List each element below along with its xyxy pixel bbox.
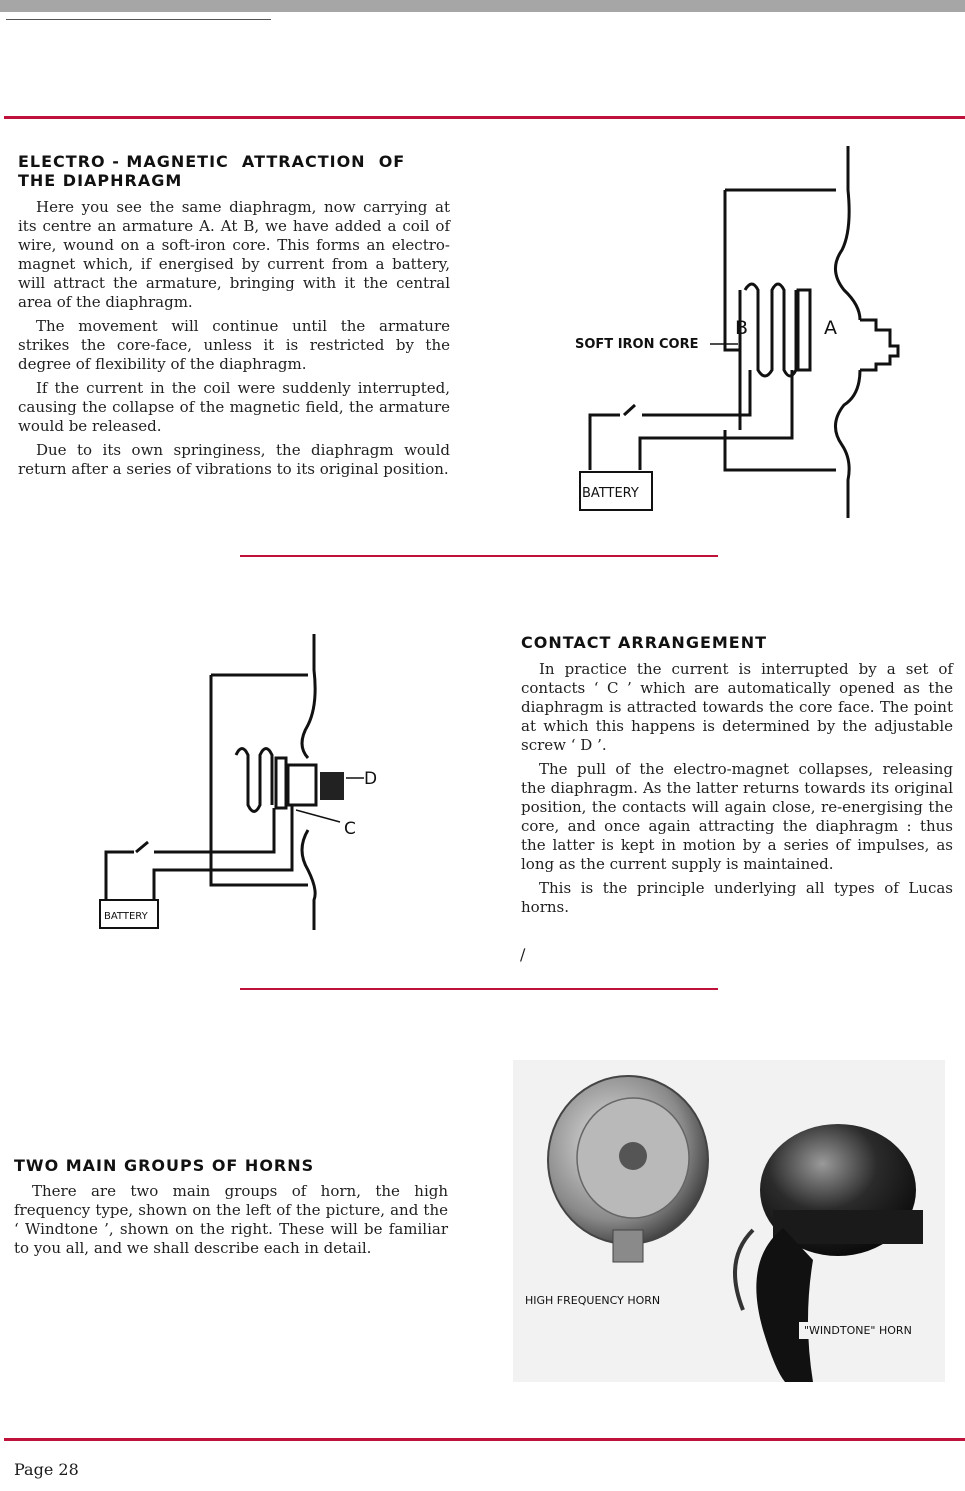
top-thin-rule: [6, 19, 271, 20]
wire-return: [640, 370, 792, 470]
horns-photo: [513, 1060, 945, 1382]
hf-horn-bracket: [613, 1230, 643, 1262]
hf-horn-centre: [619, 1142, 647, 1170]
wire-left: [590, 415, 620, 470]
core-face: [276, 758, 286, 808]
page-number: Page 28: [14, 1460, 79, 1479]
wire-to-coil: [642, 370, 750, 415]
core-frame-bottom: [725, 430, 836, 470]
label-d: D: [364, 769, 378, 789]
section1-heading: [18, 152, 405, 190]
label-a: A: [824, 317, 837, 339]
wire-to-coil: [154, 808, 274, 852]
caption-high-frequency: HIGH FREQUENCY HORN: [525, 1294, 661, 1307]
section3-heading: TWO MAIN GROUPS OF HORNS: [14, 1156, 315, 1175]
leader-c: [296, 810, 340, 822]
divider-rule: [240, 555, 718, 557]
coil: [236, 749, 272, 812]
label-battery: BATTERY: [104, 911, 148, 922]
section1-paragraph: If the current in the coil were suddenly interrupted, causing the collapse of the magnetic field, the armature would be released.: [18, 379, 450, 435]
diaphragm-outer-upper: [302, 634, 315, 758]
label-b: B: [735, 317, 749, 339]
section1-body: [18, 198, 450, 484]
switch-blade: [136, 842, 148, 852]
bottom-red-rule: [4, 1438, 965, 1441]
section1-paragraph: The movement will continue until the armature strikes the core-face, unless it is restricted by the degree of flexibility of the diaphragm.: [18, 317, 450, 373]
divider-rule: [240, 988, 718, 990]
section1-paragraph: Here you see the same diaphragm, now carrying at its centre an armature A. At B, we have added a coil of wire, wound on a soft-iron core. This forms an electro-magnet which, if energised by current from a battery, will attract the armature, bringing with it the central area of the diaphragm.: [18, 198, 450, 311]
section1-paragraph: Due to its own springiness, the diaphragm would return after a series of vibrations to its original position.: [18, 441, 450, 478]
section3-paragraph: There are two main groups of horn, the high frequency type, shown on the left of the picture, and the ‘ Windtone ’, shown on the right. These will be familiar to you all, and we shall describe each in detail.: [14, 1182, 448, 1257]
contact-diagram: [96, 630, 386, 935]
top-bar: [0, 0, 965, 12]
section2-heading: CONTACT ARRANGEMENT: [521, 633, 768, 652]
section2-body: [521, 660, 953, 922]
label-soft-iron-core: SOFT IRON CORE: [575, 337, 699, 352]
diaphragm-diagram: [560, 140, 920, 525]
section2-paragraph: This is the principle underlying all types of Lucas horns.: [521, 879, 953, 916]
section1-heading-line1: ELECTRO - MAGNETIC ATTRACTION OF: [18, 152, 406, 171]
section1-heading-line2: THE DIAPHRAGM: [18, 171, 183, 190]
armature-a: [860, 320, 898, 370]
core-face: [798, 290, 810, 370]
windtone-base: [773, 1210, 923, 1244]
wire-to-contact: [154, 805, 292, 915]
diaphragm-outer-upper: [835, 146, 860, 320]
section2-paragraph: The pull of the electro-magnet collapses, releasing the diaphragm. As the latter returns towards its original position, the contacts will again close, re-energising the core, and once again attracting the diaphragm : thus the latter is kept in motion by a series of impulses, as long as the current supply is maintained.: [521, 760, 953, 873]
caption-windtone: "WINDTONE" HORN: [804, 1324, 912, 1337]
section2-paragraph: In practice the current is interrupted by a set of contacts ‘ C ’ which are automatically opened as the diaphragm is attracted towards the core face. The point at which this happens is determined by the adjustable screw ‘ D ’.: [521, 660, 953, 754]
label-c: C: [344, 819, 356, 839]
coil-b: [745, 284, 796, 376]
label-battery: BATTERY: [582, 486, 639, 501]
switch-blade: [624, 405, 635, 415]
adjustable-screw-d: [320, 772, 344, 800]
diaphragm-outer-lower: [302, 830, 315, 930]
pencil-mark: ∕: [520, 945, 526, 964]
diaphragm-outer-lower: [835, 370, 860, 518]
top-red-rule: [4, 116, 965, 119]
contact-bracket: [288, 765, 316, 805]
section3-body: [14, 1182, 448, 1263]
